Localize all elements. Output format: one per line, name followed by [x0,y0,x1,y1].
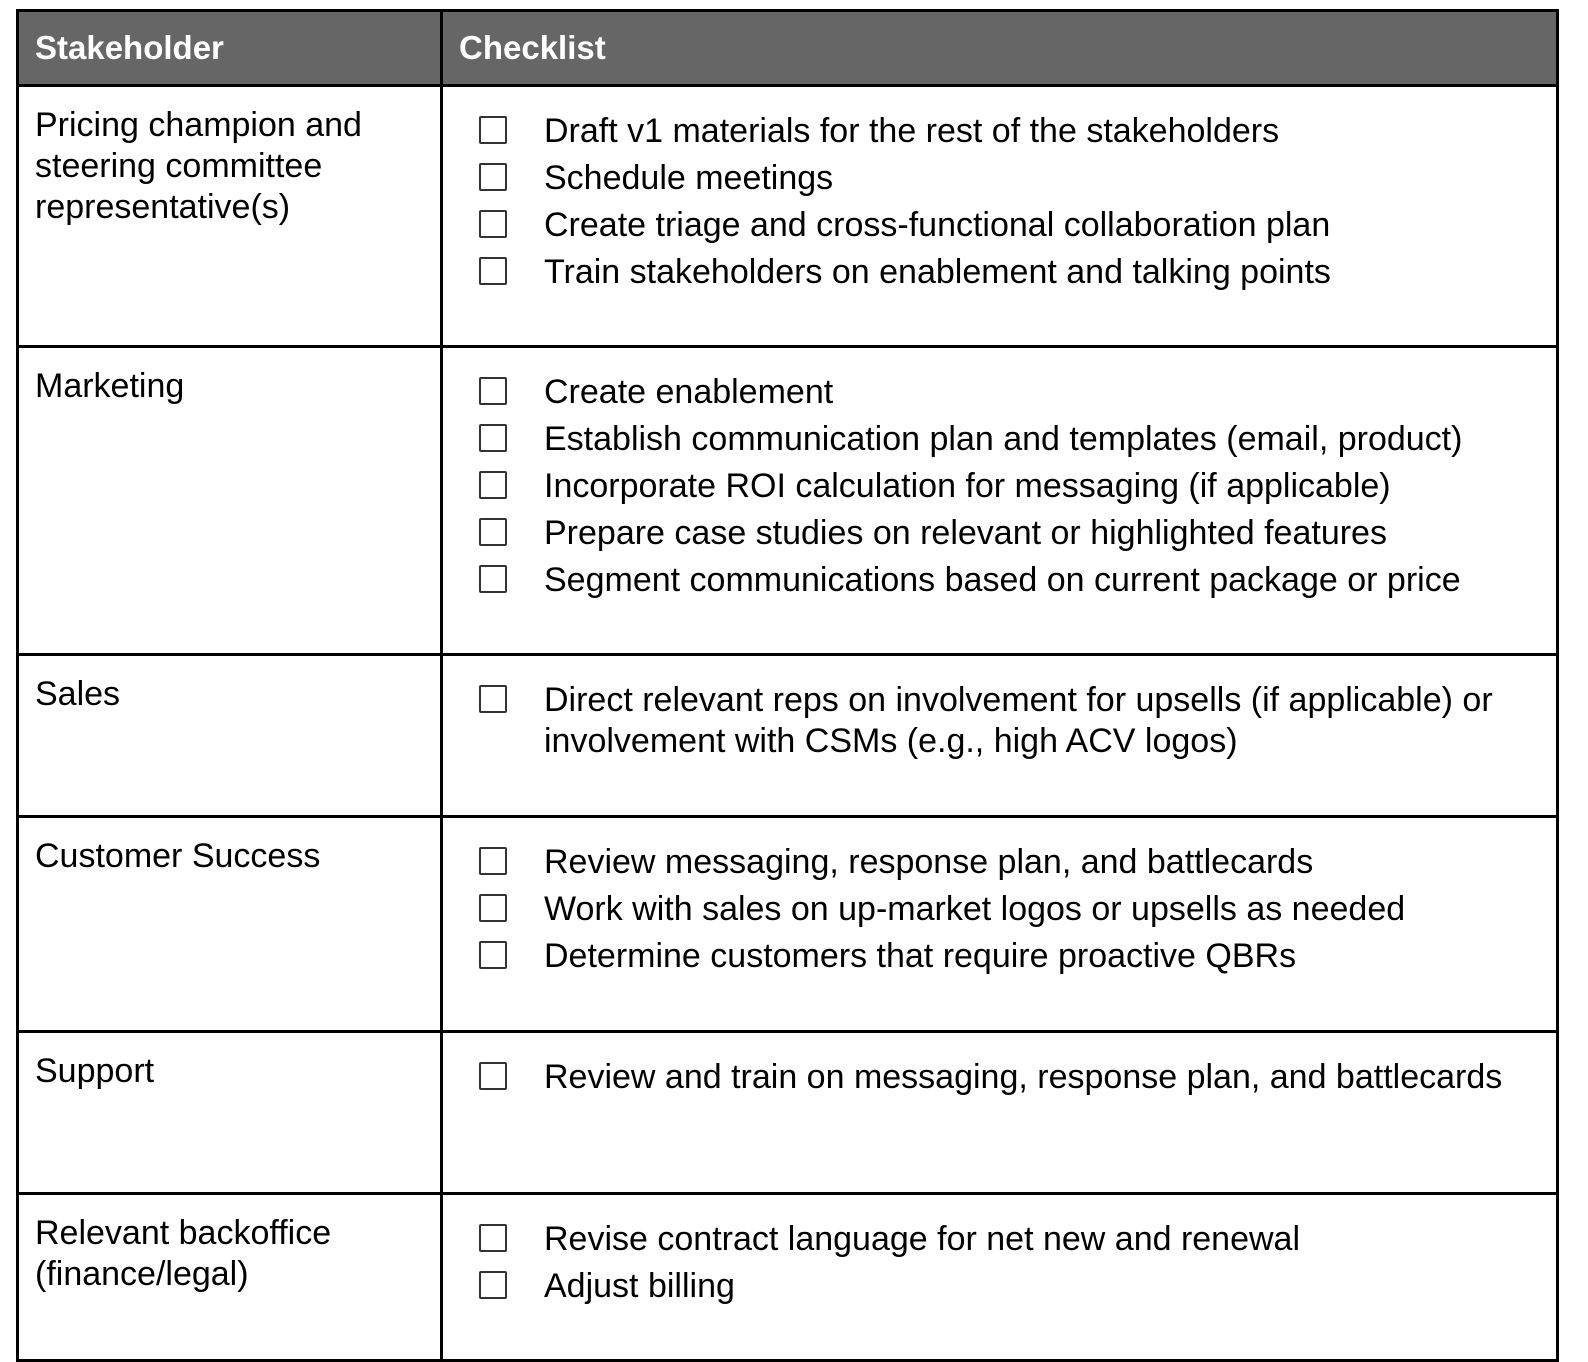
checklist-item-label: Direct relevant reps on involvement for upsells (if applicable) or involvement with CSMs (e.g., high ACV logos) [544,681,1493,760]
header-checklist [442,11,1558,86]
checklist-item-label: Revise contract language for net new and renewal [544,1220,1301,1258]
checklist-item-label: Prepare case studies on relevant or highlighted features [544,514,1387,552]
header-stakeholder-label: Stakeholder [35,29,224,66]
checklist-item [479,419,1546,460]
checklist-item [479,936,1546,977]
checkbox[interactable] [479,471,507,499]
checkbox[interactable] [479,377,507,405]
header-checklist-label: Checklist [459,29,606,66]
checklist-item-label: Segment communications based on current package or price [544,561,1461,599]
checkbox[interactable] [479,424,507,452]
table-row [18,1194,1558,1361]
checklist-cell [442,347,1558,655]
checklist-item [479,513,1546,554]
checkbox[interactable] [479,210,507,238]
stakeholder-cell: Marketing [18,347,442,655]
checklist-item [479,252,1546,293]
checklist-item-label: Create enablement [544,373,834,411]
checkbox[interactable] [479,518,507,546]
checklist-item [479,372,1546,413]
checklist-item-label: Review and train on messaging, response plan, and battlecards [544,1058,1503,1096]
checklist-item [479,680,1546,762]
checklist-item-label: Draft v1 materials for the rest of the stakeholders [544,112,1280,150]
table-row [18,347,1558,655]
checkbox[interactable] [479,116,507,144]
checkbox[interactable] [479,257,507,285]
checkbox[interactable] [479,685,507,713]
table-row [18,1032,1558,1194]
table-header-row [18,11,1558,86]
checklist-item-label: Schedule meetings [544,159,834,197]
checklist-item [479,560,1546,601]
checkbox[interactable] [479,941,507,969]
checkbox[interactable] [479,163,507,191]
checklist-item-label: Create triage and cross-functional collaboration plan [544,206,1331,244]
checklist-item-label: Establish communication plan and templates (email, product) [544,420,1463,458]
checklist-item [479,158,1546,199]
checklist-item-label: Train stakeholders on enablement and talking points [544,253,1331,291]
header-stakeholder [18,11,442,86]
checklist-item-label: Work with sales on up-market logos or upsells as needed [544,890,1406,928]
checklist-item [479,1057,1546,1098]
checkbox[interactable] [479,1062,507,1090]
table-row [18,86,1558,347]
checklist-cell [442,86,1558,347]
checkbox[interactable] [479,565,507,593]
table-row [18,655,1558,817]
checklist-item-label: Review messaging, response plan, and battlecards [544,843,1314,881]
checkbox[interactable] [479,894,507,922]
checklist-item [479,205,1546,246]
checklist-item-label: Adjust billing [544,1267,735,1305]
checklist-item-label: Determine customers that require proactive QBRs [544,937,1297,975]
checklist-item [479,889,1546,930]
stakeholder-cell: Pricing champion and steering committee representative(s) [18,86,442,347]
checklist-item-label: Incorporate ROI calculation for messaging (if applicable) [544,467,1391,505]
stakeholder-cell: Support [18,1032,442,1194]
checklist-item [479,842,1546,883]
table-row [18,817,1558,1032]
checkbox[interactable] [479,847,507,875]
checklist-item [479,1266,1546,1307]
checklist-item [479,111,1546,152]
checklist-cell [442,1032,1558,1194]
stakeholder-cell: Customer Success [18,817,442,1032]
stakeholder-cell: Sales [18,655,442,817]
checklist-cell [442,1194,1558,1361]
stakeholder-cell: Relevant backoffice (finance/legal) [18,1194,442,1361]
checkbox[interactable] [479,1224,507,1252]
checklist-item [479,466,1546,507]
checklist-cell [442,817,1558,1032]
checklist-item [479,1219,1546,1260]
stakeholder-checklist-table [16,9,1559,1362]
checklist-cell [442,655,1558,817]
checkbox[interactable] [479,1271,507,1299]
